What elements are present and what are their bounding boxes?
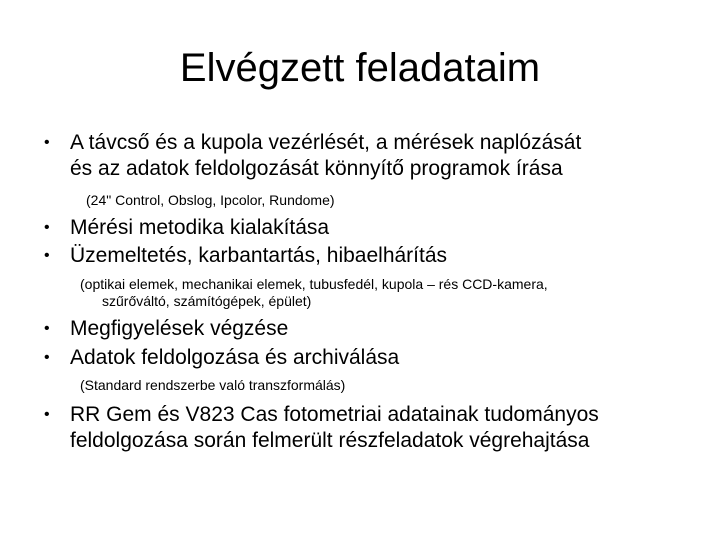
- bullet-dot: •: [44, 134, 50, 151]
- bullet-line: feldolgozása során felmerült részfeladatok végrehajtása: [70, 429, 590, 452]
- sub-note: [80, 276, 548, 310]
- sub-note-line: (24" Control, Obslog, Ipcolor, Rundome): [86, 192, 335, 208]
- sub-note: [86, 192, 335, 209]
- bullet-text: Üzemeltetés, karbantartás, hibaelhárítás: [70, 244, 448, 267]
- bullet-line: RR Gem és V823 Cas fotometriai adatainak tudományos: [70, 403, 599, 426]
- bullet-text: Megfigyelések végzése: [70, 317, 289, 340]
- sub-note-line: (optikai elemek, mechanikai elemek, tubusfedél, kupola – rés CCD-kamera,: [80, 276, 548, 292]
- sub-note-line: (Standard rendszerbe való transzformálás): [80, 377, 346, 393]
- bullet-text: [70, 402, 710, 454]
- bullet-dot: •: [44, 320, 50, 337]
- slide-title: Elvégzett feladataim: [179, 46, 541, 90]
- bullet-dot: •: [44, 247, 50, 264]
- bullet-dot: •: [44, 349, 50, 366]
- bullet-text: Mérési metodika kialakítása: [70, 216, 330, 239]
- sub-note: [80, 377, 345, 394]
- bullet-dot: •: [44, 219, 50, 236]
- sub-note-line: szűrőváltó, számítógépek, épület): [102, 293, 312, 309]
- bullet-line: és az adatok feldolgozását könnyítő programok írása: [70, 157, 563, 180]
- bullet-dot: •: [44, 406, 50, 423]
- bullet-text: Adatok feldolgozása és archiválása: [70, 346, 400, 369]
- bullet-line: A távcső és a kupola vezérlését, a mérések naplózását: [70, 131, 582, 154]
- bullet-text: [70, 130, 710, 182]
